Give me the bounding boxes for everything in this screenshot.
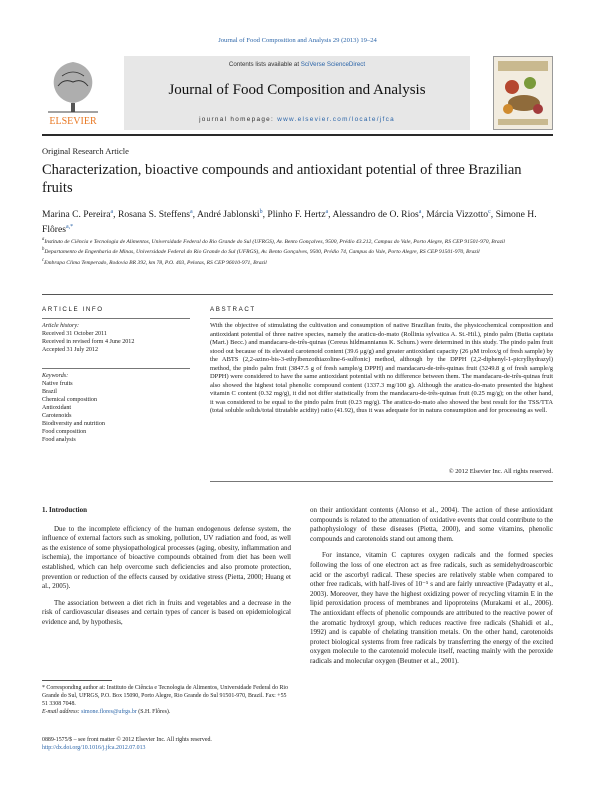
author-affiliation-marker: a,* bbox=[65, 224, 74, 231]
author-name: Simone H. Flôres bbox=[42, 209, 537, 236]
body-column-left bbox=[42, 506, 291, 635]
header-divider bbox=[42, 134, 553, 136]
sciencedirect-link[interactable]: SciVerse ScienceDirect bbox=[300, 61, 366, 68]
author-affiliation-marker: a bbox=[189, 209, 193, 215]
journal-header bbox=[42, 56, 553, 134]
email-link[interactable]: simone.flores@ufrgs.br bbox=[81, 709, 137, 715]
author-name: Plinho F. Hertz bbox=[267, 209, 326, 221]
author-affiliation-marker: b bbox=[259, 209, 263, 215]
author-name: André Jablonski bbox=[196, 209, 260, 221]
article-history bbox=[42, 322, 190, 354]
body-paragraph: on their antioxidant contents (Alonso et al., 2004). The action of these antioxidant compounds is related to the attenuation of oxidative events that could contribute to the pathophysiology of these diseases (Pietta, 2000), and some vitamins, phenolic compounds and carotenoids stand out among them. bbox=[310, 506, 553, 543]
journal-cover-image bbox=[493, 56, 553, 130]
abstract-text: With the objective of stimulating the cultivation and consumption of native Brazilian fruits, the physicochemical composition and antioxidant potential of three native species, namely the araticu-do-mato (Rollinia sylvatica A. St.-Hil.), pindo palm (Butia capitata (Mart.) Becc.) and mandacaru-de-três-quinas (Cereus hildmannianus K. Schum.) were determined in this study. The pindo palm fruit stood out because of its elevated carotenoid content (39.6 μg/g) and greater antioxidant capacity (26 μM trolox/g of fresh sample) by the ABTS (2,2-azino-bis-3-ethylbenzothiazoline-6-sulfonic) method, although by the DPPH (2,2-diphenyl-1-picrylhydrazyl) method, the pindo palm fruit (3847.5 g of fresh sample/g DPPH) and mandacaru-de-três-quinas fruit (3249.8 g of fresh sample/g DPPH) were considered to have the same antioxidant potential with no difference between them. The mandacaru-de-três-quinas fruit also showed the highest total phenolic compound content (1337.3 mg/100 g). Although the araticu-do-mato presented the highest vitamin C content (0.32 mg/g), it did not differ statistically from the mandacaru-de-três-quinas fruit (0.25 mg/g); on the other hand, it was considered to be equal to the pindo palm fruit (0.23 mg/g). The araticu-do-mato also showed the best result for the TSS/TTA (total soluble solids/total titratable acidity) ratio (41.92), thus it was adequate for in natura consumption and for processing as well. bbox=[210, 322, 553, 415]
keyword-item: Carotenoids bbox=[42, 413, 72, 419]
homepage-prefix: journal homepage: bbox=[199, 116, 278, 123]
contents-prefix: Contents lists available at bbox=[228, 61, 301, 68]
affiliation-marker: a bbox=[42, 237, 45, 242]
homepage-link[interactable]: www.elsevier.com/locate/jfca bbox=[277, 116, 395, 123]
footnote-email-line bbox=[42, 708, 291, 716]
section-heading: 1. Introduction bbox=[42, 506, 87, 514]
keyword-item: Food composition bbox=[42, 429, 87, 435]
email-label: E-mail address: bbox=[42, 709, 82, 715]
body-column-right bbox=[310, 506, 553, 674]
keyword-item: Antioxidant bbox=[42, 405, 72, 411]
author-name: Rosana S. Steffens bbox=[117, 209, 190, 221]
journal-name: Journal of Food Composition and Analysis bbox=[168, 82, 426, 98]
journal-homepage bbox=[124, 116, 470, 123]
affiliation-text: Departamento de Engenharia de Minas, Universidade Federal do Rio Grande do Sul (UFRGS), Av. Bento Gonçalves, 9500, Prédio 74, Campus do Vale, Porto Alegre, RS CEP 91501-970, Brazil bbox=[44, 249, 480, 256]
affiliation-text: Instituto de Ciência e Tecnologia de Alimentos, Universidade Federal do Rio Grande do Sul (UFRGS), Av. Bento Gonçalves, 9500, Prédio 43.212, Campus do Vale, Porto Alegre, RS CEP 91501-970, Brazil bbox=[44, 238, 505, 245]
affiliation bbox=[42, 257, 552, 267]
elsevier-logo bbox=[42, 56, 104, 130]
article-type: Original Research Article bbox=[42, 146, 129, 156]
keywords-label: Keywords: bbox=[42, 373, 69, 379]
author-name: Alessandro de O. Rios bbox=[332, 209, 419, 221]
journal-masthead bbox=[124, 56, 470, 130]
keyword-item: Food analysis bbox=[42, 437, 76, 443]
issn-line: 0889-1575/$ – see front matter © 2012 Elsevier Inc. All rights reserved. bbox=[42, 737, 212, 743]
affiliation-list bbox=[42, 236, 552, 267]
footnote-text: * Corresponding author at: Instituto de Ciência e Tecnologia de Alimentos, Universidade Federal do Rio Grande do Sul, UFRGS, P.O. Box 15090, Porto Alegre, Rio Grande do Sul 91501-970, Brazil. Fax: +55 51 3308 7048. bbox=[42, 685, 289, 707]
author-name: Márcia Vizzotto bbox=[426, 209, 489, 221]
author-affiliation-marker: c bbox=[488, 209, 491, 215]
affiliation bbox=[42, 246, 552, 256]
footnote-rule bbox=[42, 680, 112, 681]
abstract-rule bbox=[210, 318, 553, 319]
keywords-rule bbox=[42, 368, 190, 369]
journal-citation: Journal of Food Composition and Analysis 29 (2013) 19–24 bbox=[218, 37, 377, 44]
body-paragraph: Due to the incomplete efficiency of the human endogenous defense system, the influence of external factors such as smoking, pollution, UV radiation and food, as well as the existence of some physiopathological processes (aging, obesity, inflammation and ischemia), the importance of bioactive compounds obtained from diet has been well established, which can help overcome such deficiencies and also promote protection, prevention or reduction of the effects caused by oxidative stress (Pietta, 2000; Huang et al., 2005). bbox=[42, 524, 291, 591]
affiliation bbox=[42, 236, 552, 246]
keyword-item: Chemical composition bbox=[42, 397, 98, 403]
elsevier-wordmark: ELSEVIER bbox=[49, 116, 97, 127]
article-title: Characterization, bioactive compounds and antioxidant potential of three Brazilian fruits bbox=[42, 162, 522, 196]
author-affiliation-marker: a bbox=[418, 209, 422, 215]
history-item: Received in revised form 4 June 2012 bbox=[42, 339, 135, 345]
keyword-item: Brazil bbox=[42, 389, 57, 395]
affiliation-text: Embrapa Clima Temperado, Rodovia BR 392, km 78, P.O. 403, Pelotas, RS CEP 96010-971, Brazil bbox=[44, 259, 267, 266]
corresponding-author-footnote bbox=[42, 684, 291, 716]
contents-line bbox=[124, 61, 470, 68]
copyright-notice: © 2012 Elsevier Inc. All rights reserved. bbox=[448, 468, 553, 475]
author-name: Marina C. Pereira bbox=[42, 209, 111, 221]
doi-link[interactable]: http://dx.doi.org/10.1016/j.jfca.2012.07.013 bbox=[42, 745, 146, 751]
abstract-heading: ABSTRACT bbox=[210, 306, 256, 313]
author-affiliation-marker: a bbox=[110, 209, 114, 215]
history-item: Received 31 October 2011 bbox=[42, 331, 107, 337]
keyword-item: Biodiversity and nutrition bbox=[42, 421, 105, 427]
author-affiliation-marker: a bbox=[325, 209, 329, 215]
section-divider bbox=[42, 294, 553, 295]
affiliation-marker: c bbox=[42, 257, 45, 263]
email-suffix: (S.H. Flôres). bbox=[136, 709, 171, 715]
author-list: Marina C. Pereira$^a$, Rosana S. Steffens$^a$, André Jablonski$^b$, Plinho F. Hertz$^a$, Alessandro de O. Rios$^a$, Márcia Vizzotto$^c$, Simone H. Flôres$^{a,*}$ bbox=[42, 209, 537, 236]
body-paragraph: For instance, vitamin C captures oxygen radicals and the formed species following the loss of one electron act as free radicals, such as semidehydroascorbic acid or the ascorbyl radical. These species are relatively stable when compared to other free radicals, with half-lives of 10⁻⁵ s and are fairly unreactive (Padayatty et al., 2003). Moreover, they have the highest oxidizing power of recycling vitamin E in the lipid peroxidation process of membranes and lipoproteins (Murakami et al., 2006). The antioxidant effects of phenolic compounds are attributed to the reactive power of the aromatic hydroxyl group, which reduces reactive free radicals (Shahidi et al., 1992) and is capable of chelating transition metals. On the other hand, carotenoids protect biological systems from free radicals by transferring the energy of the excited oxygen molecule to the carotenoid molecule itself, reacting mainly with the peroxide radicals and molecular oxygen (Beutner et al., 2001). bbox=[310, 551, 553, 665]
body-paragraph: The association between a diet rich in fruits and vegetables and a decrease in the risk of cardiovascular diseases and certain types of cancer is based on epidemiological evidence and, by hypothesis, bbox=[42, 598, 291, 626]
article-info-rule bbox=[42, 318, 190, 319]
keyword-list bbox=[42, 372, 190, 444]
affiliation-marker: b bbox=[42, 247, 45, 253]
abstract-end-rule bbox=[210, 481, 553, 482]
article-info-heading: ARTICLE INFO bbox=[42, 306, 104, 313]
keyword-item: Native fruits bbox=[42, 381, 73, 387]
history-item: Accepted 31 July 2012 bbox=[42, 347, 99, 353]
history-label: Article history: bbox=[42, 323, 80, 329]
front-matter-notes bbox=[42, 736, 291, 752]
